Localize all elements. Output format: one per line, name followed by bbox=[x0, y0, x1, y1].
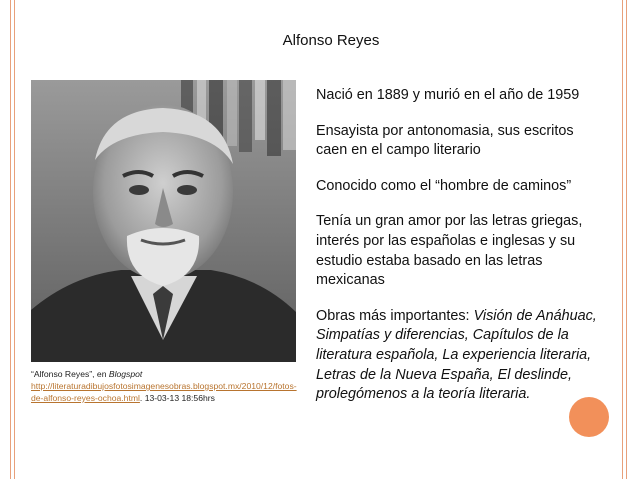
caption-source-link[interactable]: http://literaturadibujosfotosimagenesobras.blogspot.mx/2010/12/fotos-de-alfonso-reyes-ochoa.html bbox=[31, 381, 297, 403]
known-as-text: Conocido como el “hombre de caminos” bbox=[316, 177, 572, 194]
decorative-orange-circle bbox=[569, 397, 609, 437]
portrait-photo bbox=[31, 80, 296, 362]
caption-text-start: “Alfonso Reyes”, en bbox=[31, 369, 109, 379]
caption-text-end: . 13-03-13 18:56hrs bbox=[139, 393, 215, 403]
caption-source-name: Blogspot bbox=[108, 369, 143, 379]
slide-title: Alfonso Reyes bbox=[282, 32, 380, 49]
born-died-text: Nació en 1889 y murió en el año de 1959 bbox=[316, 87, 580, 103]
works-list: Visión de Anáhuac, Simpatías y diferencias, Capítulos de la literatura española, La experiencia literaria, Letras de la Nueva España, El deslinde, prolegómenos a la teoría literaria. bbox=[316, 307, 597, 403]
love-letters-text: Tenía un gran amor por las letras griegas, interés por las españolas e inglesas y su estudio estaba basado en las letras mexicanas bbox=[316, 213, 583, 289]
works-paragraph bbox=[316, 307, 608, 405]
left-frame-border bbox=[10, 0, 15, 479]
works-label: Obras más importantes: bbox=[316, 307, 474, 324]
essayist-text: Ensayista por antonomasia, sus escritos caen en el campo literario bbox=[316, 122, 574, 159]
content-text bbox=[316, 86, 608, 405]
portrait-illustration bbox=[31, 80, 296, 362]
right-frame-border bbox=[622, 0, 627, 479]
photo-caption bbox=[31, 368, 297, 404]
